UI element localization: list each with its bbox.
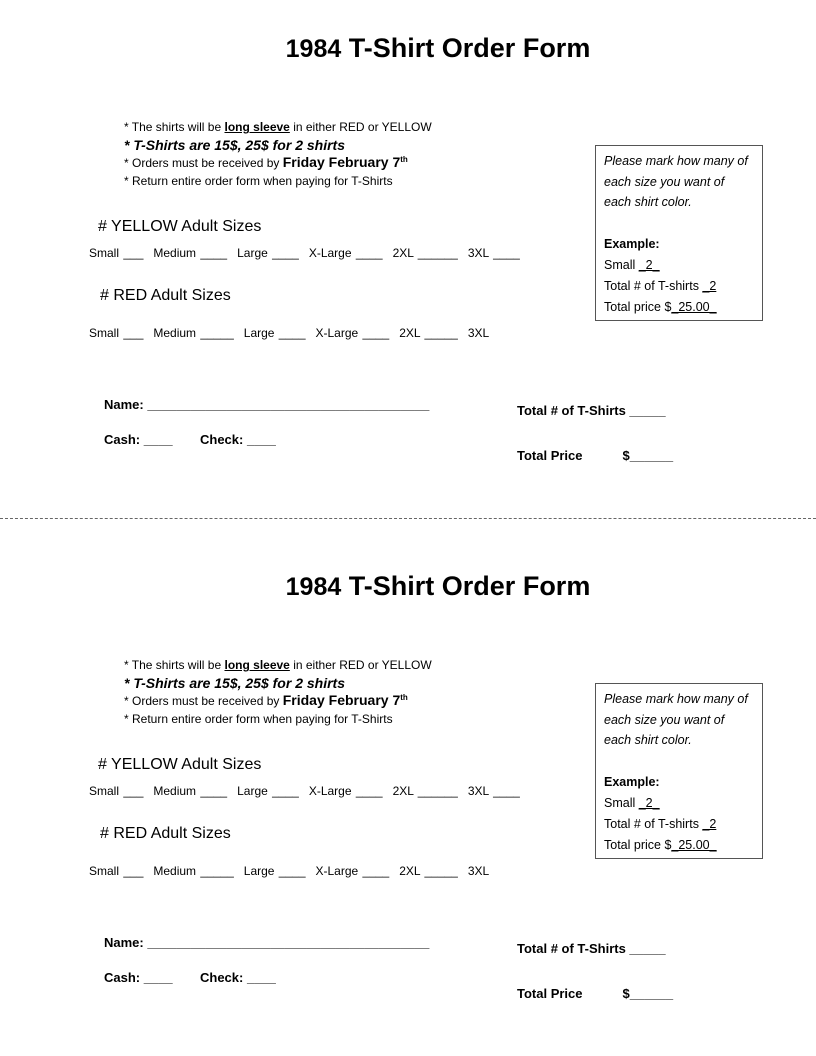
size-medium[interactable]: Medium ____ [153, 784, 228, 798]
size-medium[interactable]: Medium ____ [153, 246, 228, 260]
example-box [595, 683, 763, 859]
note-return: * Return entire order form when paying for T-Shirts [124, 174, 393, 188]
cut-line [0, 518, 816, 519]
note-long-sleeve: * The shirts will be long sleeve in either RED or YELLOW [124, 120, 432, 134]
size-xlarge[interactable]: X-Large ____ [315, 326, 390, 340]
size-2xl[interactable]: 2XL _____ [399, 864, 458, 878]
order-form-bottom [0, 538, 816, 1038]
check-field[interactable]: Check: ____ [200, 970, 276, 985]
note-price: * T-Shirts are 15$, 25$ for 2 shirts [124, 675, 345, 691]
total-tshirts-field[interactable]: Total # of T-Shirts _____ [517, 941, 666, 956]
size-large[interactable]: Large ____ [237, 784, 299, 798]
example-price: Total price $_25.00_ [604, 299, 717, 314]
name-field[interactable]: Name: _______________________________________ [104, 935, 430, 950]
red-sizes-row[interactable] [89, 864, 499, 878]
note-return: * Return entire order form when paying for T-Shirts [124, 712, 393, 726]
size-xlarge[interactable]: X-Large ____ [308, 784, 383, 798]
red-sizes-heading: # RED Adult Sizes [100, 287, 231, 304]
size-3xl[interactable]: 3XL [467, 326, 490, 340]
name-field[interactable]: Name: _______________________________________ [104, 397, 430, 412]
example-price: Total price $_25.00_ [604, 837, 717, 852]
cash-field[interactable]: Cash: ____ [104, 970, 173, 985]
note-long-sleeve: * The shirts will be long sleeve in either RED or YELLOW [124, 658, 432, 672]
form-title: 1984 T-Shirt Order Form [285, 571, 591, 601]
size-2xl[interactable]: 2XL ______ [392, 246, 458, 260]
example-box [595, 145, 763, 321]
note-deadline: * Orders must be received by Friday February 7th [124, 154, 408, 170]
size-large[interactable]: Large ____ [243, 326, 306, 340]
example-total: Total # of T-shirts _2 [604, 816, 717, 831]
size-3xl[interactable]: 3XL [467, 864, 490, 878]
size-xlarge[interactable]: X-Large ____ [308, 246, 383, 260]
yellow-sizes-row[interactable] [89, 784, 530, 798]
size-xlarge[interactable]: X-Large ____ [315, 864, 390, 878]
example-total: Total # of T-shirts _2 [604, 278, 717, 293]
size-2xl[interactable]: 2XL _____ [399, 326, 458, 340]
size-2xl[interactable]: 2XL ______ [392, 784, 458, 798]
order-form-top [0, 0, 816, 500]
cash-field[interactable]: Cash: ____ [104, 432, 173, 447]
instructions-text: Please mark how many of each size you want of each shirt color. [604, 692, 748, 747]
size-large[interactable]: Large ____ [243, 864, 306, 878]
note-price: * T-Shirts are 15$, 25$ for 2 shirts [124, 137, 345, 153]
total-tshirts-field[interactable]: Total # of T-Shirts _____ [517, 403, 666, 418]
size-medium[interactable]: Medium _____ [153, 326, 234, 340]
size-medium[interactable]: Medium _____ [153, 864, 234, 878]
example-label: Example: [604, 236, 660, 251]
size-small[interactable]: Small ___ [89, 864, 144, 878]
size-large[interactable]: Large ____ [237, 246, 299, 260]
size-small[interactable]: Small ___ [89, 246, 144, 260]
total-price-field[interactable]: Total Price $______ [517, 448, 674, 463]
size-3xl[interactable]: 3XL ____ [467, 246, 520, 260]
example-small: Small _2_ [604, 257, 660, 272]
yellow-sizes-row[interactable] [89, 246, 530, 260]
instructions-text: Please mark how many of each size you want of each shirt color. [604, 154, 748, 209]
example-label: Example: [604, 774, 660, 789]
yellow-sizes-heading: # YELLOW Adult Sizes [98, 218, 262, 235]
yellow-sizes-heading: # YELLOW Adult Sizes [98, 756, 262, 773]
note-deadline: * Orders must be received by Friday February 7th [124, 692, 408, 708]
size-small[interactable]: Small ___ [89, 326, 144, 340]
check-field[interactable]: Check: ____ [200, 432, 276, 447]
red-sizes-heading: # RED Adult Sizes [100, 825, 231, 842]
size-small[interactable]: Small ___ [89, 784, 144, 798]
example-small: Small _2_ [604, 795, 660, 810]
total-price-field[interactable]: Total Price $______ [517, 986, 674, 1001]
form-title: 1984 T-Shirt Order Form [285, 33, 591, 63]
red-sizes-row[interactable] [89, 326, 499, 340]
size-3xl[interactable]: 3XL ____ [467, 784, 520, 798]
